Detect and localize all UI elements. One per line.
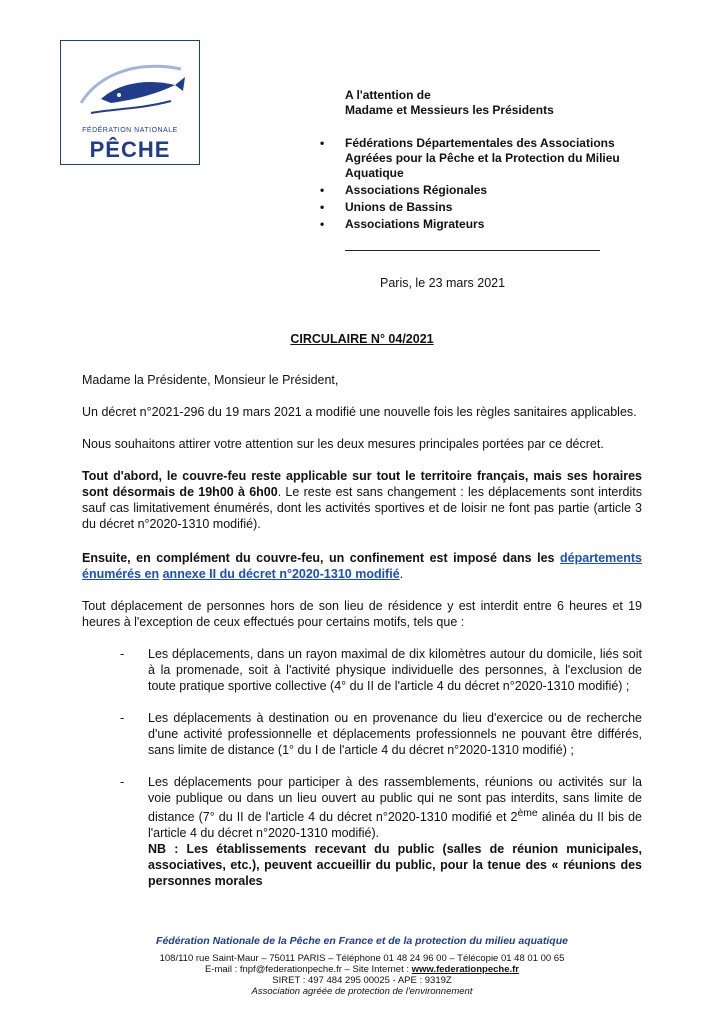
- date-line: Paris, le 23 mars 2021: [380, 276, 506, 290]
- departements-link[interactable]: départements énumérés en: [82, 551, 642, 581]
- addressee-line2: Madame et Messieurs les Présidents: [345, 103, 554, 117]
- paragraph-4-end: .: [399, 567, 404, 581]
- footer-contact: [0, 964, 724, 975]
- paragraph-4: [82, 550, 642, 582]
- divider: [345, 250, 600, 251]
- footer-siret: SIRET : 497 484 295 00025 - APE : 9319Z: [272, 975, 452, 986]
- bullet-3-part-a: Les déplacements pour participer à des rassemblements, réunions ou activités sur la voie publique ou dans un lieu ouvert au public qui ne sont pas interdits, sans limite de distance (7° du II de l'article 4 du décret n°2020-1310 modifié et 2: [148, 775, 642, 825]
- recipient-item: • Associations Migrateurs: [320, 217, 650, 232]
- footer-title: Fédération Nationale de la Pêche en France et de la protection du milieu aquatique: [156, 935, 568, 947]
- recipient-list: [320, 136, 650, 234]
- list-item: - Les déplacements, dans un rayon maximal de dix kilomètres autour du domicile, liés soit à la promenade, soit à l'activité physique individuelle des personnes, à l'exclusion de toute pratique sportive collective (4° du II de l'article 4 du décret n°2020-1310 modifié) ;: [148, 646, 642, 694]
- recipient-item: • Unions de Bassins: [320, 200, 650, 215]
- paragraph-4-bold: Ensuite, en complément du couvre-feu, un confinement est imposé dans les: [82, 551, 561, 565]
- recipient-item: • Associations Régionales: [320, 183, 650, 198]
- list-item: [148, 774, 642, 889]
- fish-icon: [71, 51, 189, 123]
- bullet-3-part-b: alinéa du II bis de l'article 4 du décret n°2020-1310 modifié).: [148, 810, 642, 841]
- federation-logo: [60, 40, 200, 165]
- footer-email: E-mail : fnpf@federationpeche.fr – Site Internet :: [205, 964, 412, 975]
- logo-org-line2: PÊCHE: [89, 137, 171, 162]
- paragraph-5: Tout déplacement de personnes hors de son lieu de résidence y est interdit entre 6 heures et 19 heures à l'exception de ceux effectués pour certains motifs, tels que :: [82, 599, 642, 629]
- list-item: - Les déplacements à destination ou en provenance du lieu d'exercice ou de recherche d'une activité professionnelle et déplacements professionnels ne pouvant être différés, sans limite de distance (1° du I de l'article 4 du décret n°2020-1310 modifié) ;: [148, 710, 642, 758]
- recipient-item: • Fédérations Départementales des Associations Agréées pour la Pêche et la Protection du Milieu Aquatique: [320, 136, 650, 181]
- logo-org-line1: FÉDÉRATION NATIONALE: [82, 127, 178, 134]
- motifs-list: [148, 646, 642, 905]
- annexe-decree-link[interactable]: annexe II du décret n°2020-1310 modifié: [162, 567, 400, 581]
- footer-website-link[interactable]: www.federationpeche.fr: [411, 964, 519, 975]
- paragraph-3-bold: Tout d'abord, le couvre-feu reste applicable sur tout le territoire français, mais ses horaires sont désormais de 19h00 à 6h00: [82, 469, 642, 499]
- nb-label: NB :: [148, 842, 187, 857]
- circular-title: CIRCULAIRE N° 04/2021: [290, 332, 434, 346]
- salutation: Madame la Présidente, Monsieur le Président,: [82, 373, 339, 387]
- bullet-3-superscript: ème: [517, 808, 538, 819]
- footer-tagline: Association agréée de protection de l'environnement: [251, 986, 473, 997]
- paragraph-1: Un décret n°2021-296 du 19 mars 2021 a modifié une nouvelle fois les règles sanitaires applicables.: [82, 405, 637, 419]
- paragraph-2: Nous souhaitons attirer votre attention sur les deux mesures principales portées par ce décret.: [82, 437, 604, 451]
- addressee-block: [345, 88, 675, 118]
- addressee-line1: A l'attention de: [345, 88, 431, 102]
- paragraph-3: [82, 468, 642, 532]
- paragraph-3-rest: . Le reste est sans changement : les déplacements sont interdits sauf cas limitativement énumérés, dont les activités sportives et de loisir ne font pas partie (article 3 du décret n°2020-1310 modifié).: [82, 485, 642, 531]
- footer-address: 108/110 rue Saint-Maur – 75011 PARIS – Téléphone 01 48 24 96 00 – Télécopie 01 48 01 00 65: [159, 953, 565, 964]
- nb-text: Les établissements recevant du public (salles de réunion municipales, associatives, etc.), peuvent accueillir du public, pour la tenue des « réunions des personnes morales: [148, 842, 642, 889]
